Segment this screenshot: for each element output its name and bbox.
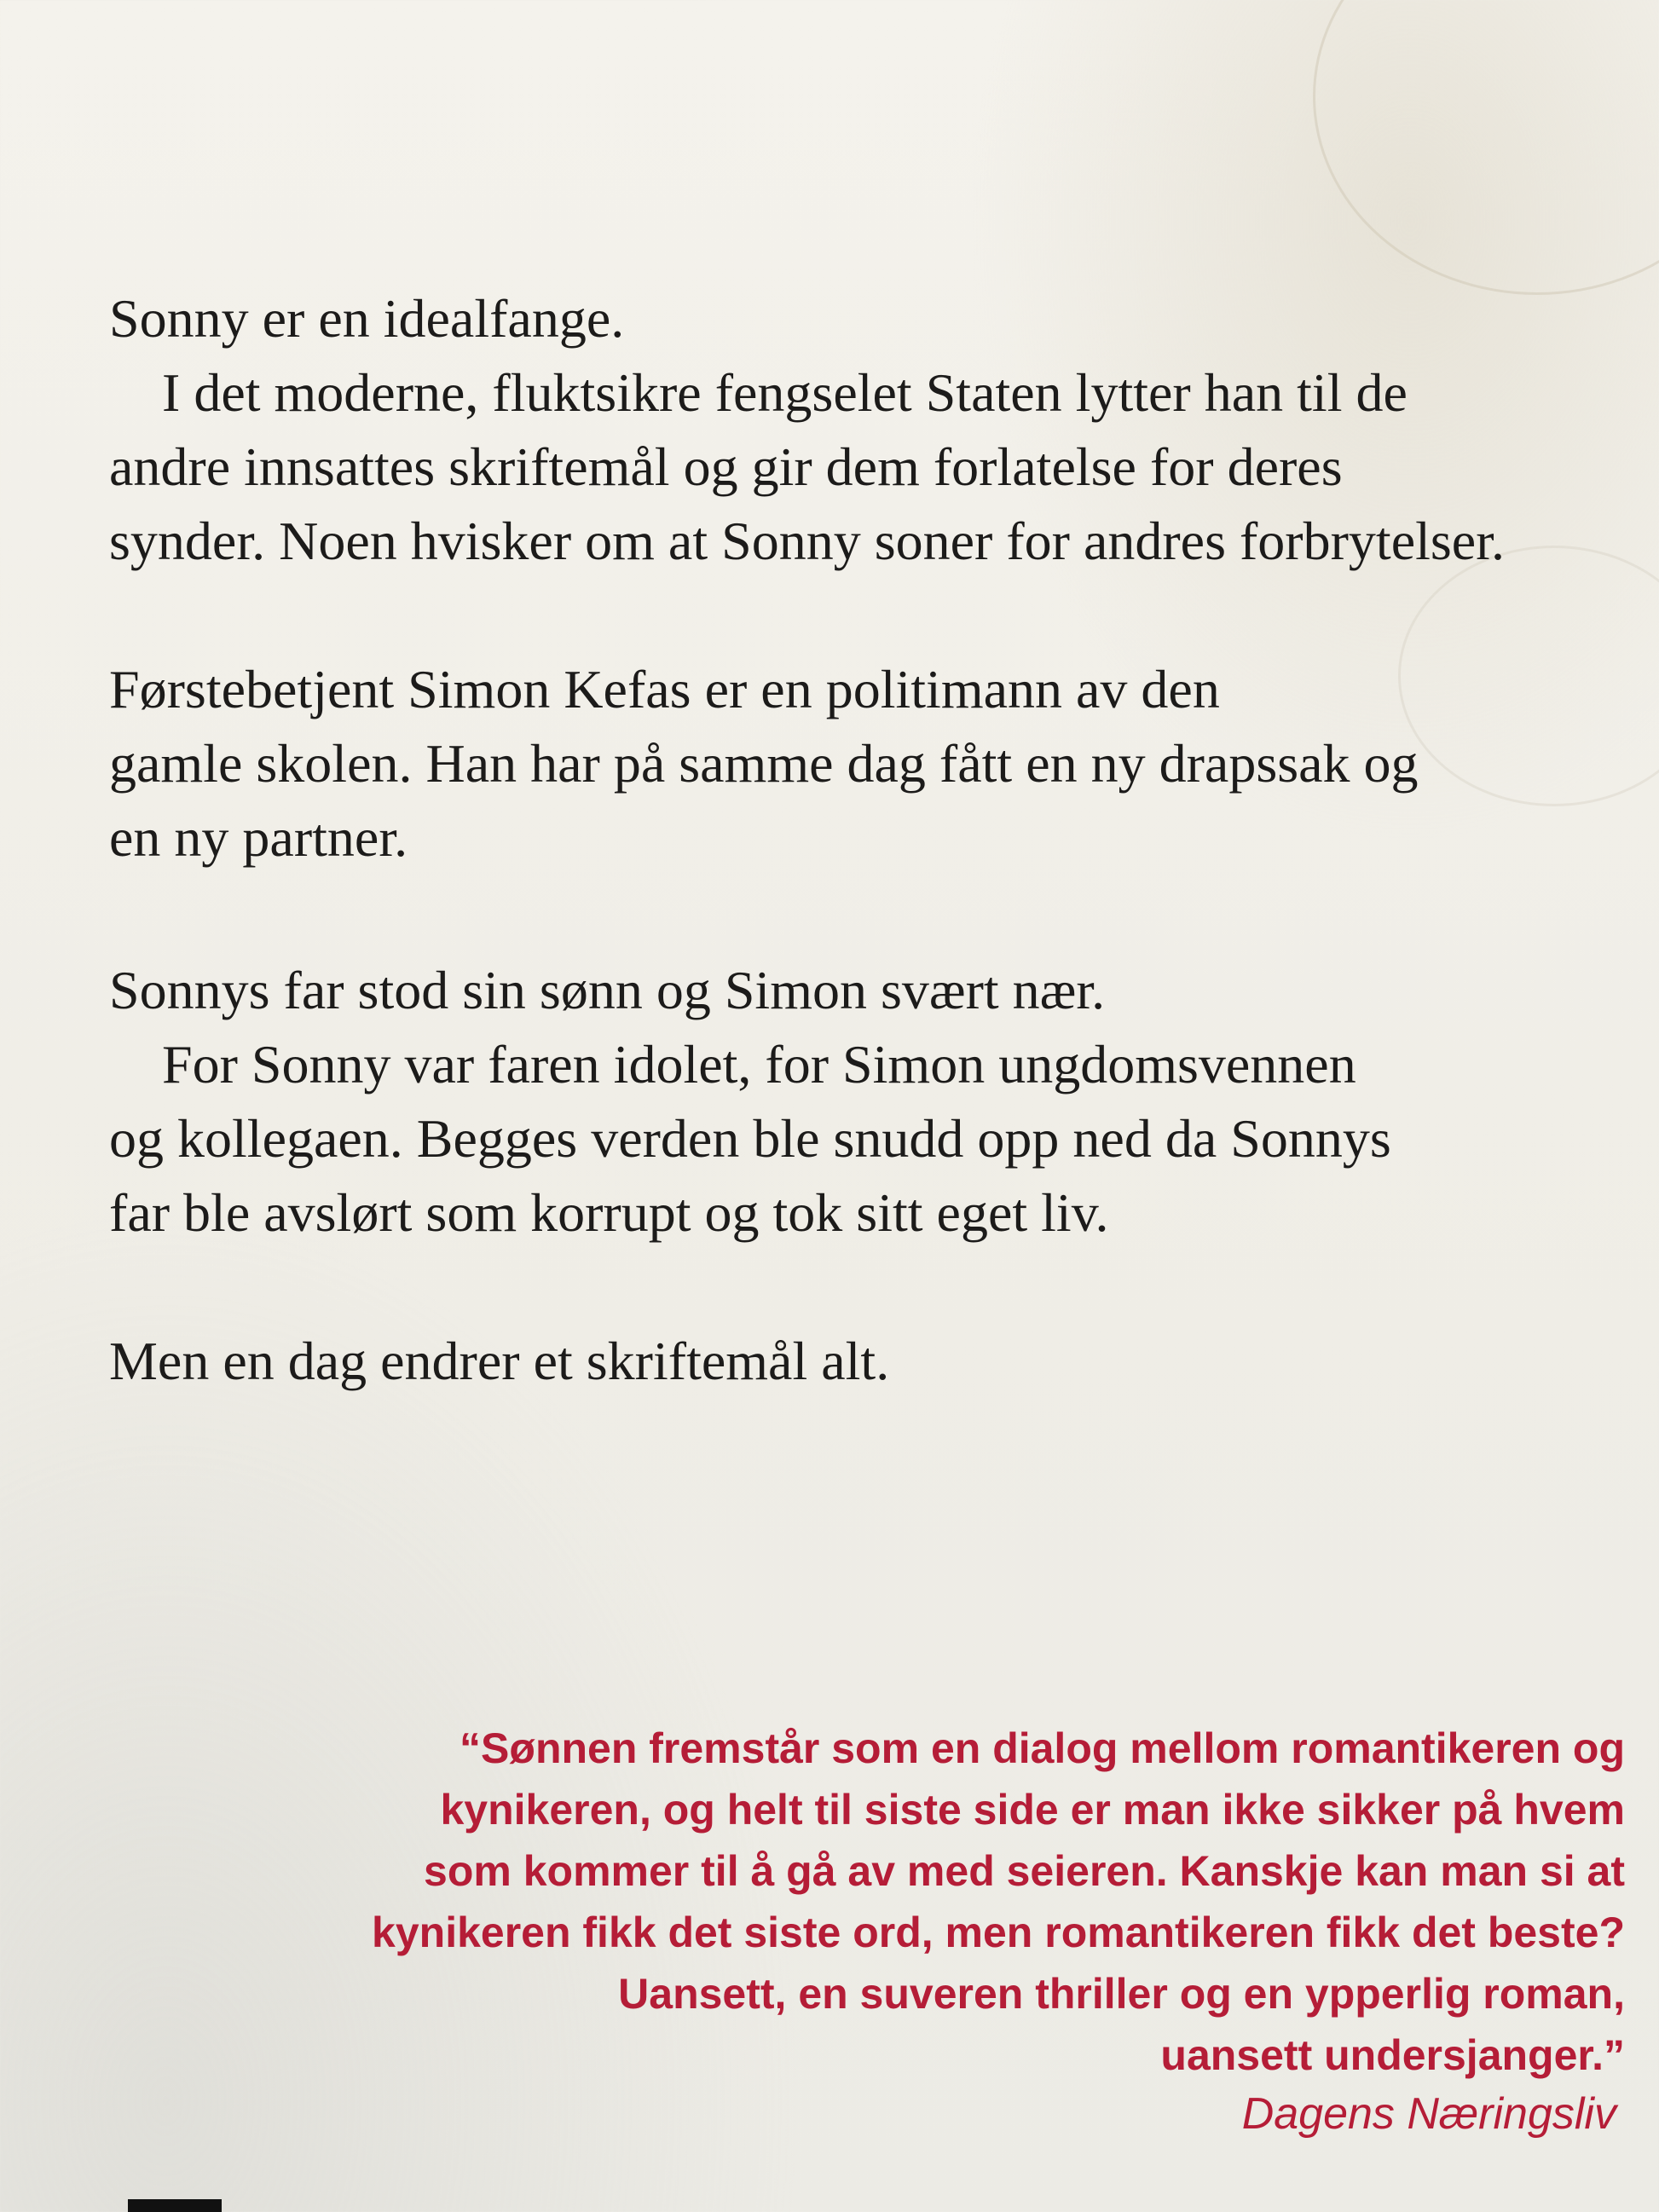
quote-line: uansett undersjanger.” <box>1160 2031 1625 2079</box>
quote-source: Dagens Næringsliv <box>1241 2089 1616 2139</box>
paragraph-gap <box>109 1250 1644 1324</box>
water-stain <box>1313 0 1659 295</box>
paragraph-gap <box>109 578 1644 652</box>
blurb-line: synder. Noen hvisker om at Sonny soner for andres forbrytelser. <box>109 511 1505 571</box>
blurb-paragraph-3 <box>109 953 1644 1250</box>
blurb-paragraph-4 <box>109 1324 1644 1398</box>
blurb-line: Sonnys far stod sin sønn og Simon svært nær. <box>109 960 1106 1020</box>
quote-line: Uansett, en suveren thriller og en ypperlig roman, <box>618 1970 1625 2018</box>
blurb-line: Sonny er en idealfange. <box>109 288 625 349</box>
paragraph-gap <box>109 875 1644 953</box>
blurb-line: For Sonny var faren idolet, for Simon ungdomsvennen <box>162 1034 1356 1094</box>
blurb-line: I det moderne, fluktsikre fengselet Staten lytter han til de <box>162 362 1408 423</box>
blurb-paragraph-2 <box>109 652 1644 875</box>
quote-line: “Sønnen fremstår som en dialog mellom romantikeren og <box>460 1724 1625 1772</box>
blurb-line: Men en dag endrer et skriftemål alt. <box>109 1331 890 1391</box>
blurb-line: Førstebetjent Simon Kefas er en politimann av den <box>109 659 1220 719</box>
quote-line: kynikeren fikk det siste ord, men romantikeren fikk det beste? <box>372 1909 1625 1956</box>
blurb-line: andre innsattes skriftemål og gir dem forlatelse for deres <box>109 436 1343 497</box>
quote-line: som kommer til å gå av med seieren. Kanskje kan man si at <box>424 1847 1625 1895</box>
blurb-paragraph-1 <box>109 281 1644 578</box>
blurb-line: og kollegaen. Begges verden ble snudd opp ned da Sonnys <box>109 1108 1391 1169</box>
blurb-line: en ny partner. <box>109 807 408 868</box>
blurb-line: far ble avslørt som korrupt og tok sitt eget liv. <box>109 1182 1109 1243</box>
cover-blurb <box>109 281 1644 1398</box>
barcode-edge <box>128 2199 222 2212</box>
blurb-line: gamle skolen. Han har på samme dag fått en ny drapssak og <box>109 733 1419 794</box>
quote-line: kynikeren, og helt til siste side er man ikke sikker på hvem <box>440 1786 1625 1834</box>
review-quote <box>261 1718 1625 2086</box>
